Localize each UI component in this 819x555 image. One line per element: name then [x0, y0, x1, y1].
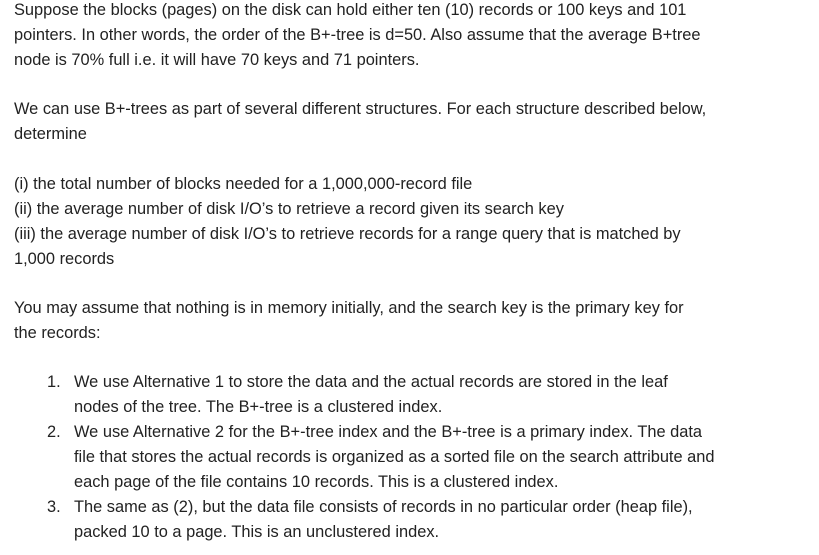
- list-item-line: each page of the file contains 10 records. This is a clustered index.: [74, 473, 559, 491]
- list-item: [14, 370, 804, 420]
- list-item-line: We use Alternative 1 to store the data and the actual records are stored in the leaf: [74, 373, 668, 391]
- structure-list: [14, 370, 804, 545]
- assumption-line: You may assume that nothing is in memory initially, and the search key is the primary key for: [14, 299, 684, 317]
- intro-line: Suppose the blocks (pages) on the disk can hold either ten (10) records or 100 keys and 101: [14, 1, 687, 19]
- assumption-line: the records:: [14, 324, 101, 342]
- list-item-number: 1.: [47, 373, 61, 391]
- list-item-line: packed 10 to a page. This is an unclustered index.: [74, 523, 440, 541]
- list-item: [14, 495, 804, 545]
- list-item-line: The same as (2), but the data file consists of records in no particular order (heap file),: [74, 498, 693, 516]
- structures-line: determine: [14, 125, 87, 143]
- question-iii-continued: 1,000 records: [14, 250, 115, 268]
- assumption-paragraph: [14, 296, 804, 346]
- question-i: (i) the total number of blocks needed for a 1,000,000-record file: [14, 175, 473, 193]
- structures-paragraph: [14, 97, 804, 147]
- question-iii: (iii) the average number of disk I/O’s to retrieve records for a range query that is matched by: [14, 225, 681, 243]
- list-item-line: nodes of the tree. The B+-tree is a clustered index.: [74, 398, 443, 416]
- list-item: [14, 420, 804, 495]
- questions-paragraph: [14, 172, 804, 272]
- intro-line: node is 70% full i.e. it will have 70 keys and 71 pointers.: [14, 51, 420, 69]
- list-item-number: 2.: [47, 423, 61, 441]
- list-item-line: file that stores the actual records is organized as a sorted file on the search attribute and: [74, 448, 715, 466]
- intro-paragraph: [14, 0, 804, 73]
- list-item-number: 3.: [47, 498, 61, 516]
- question-ii: (ii) the average number of disk I/O’s to retrieve a record given its search key: [14, 200, 564, 218]
- list-item-line: We use Alternative 2 for the B+-tree index and the B+-tree is a primary index. The data: [74, 423, 703, 441]
- intro-line: pointers. In other words, the order of the B+-tree is d=50. Also assume that the average B+tree: [14, 26, 701, 44]
- structures-line: We can use B+-trees as part of several different structures. For each structure described below,: [14, 100, 707, 118]
